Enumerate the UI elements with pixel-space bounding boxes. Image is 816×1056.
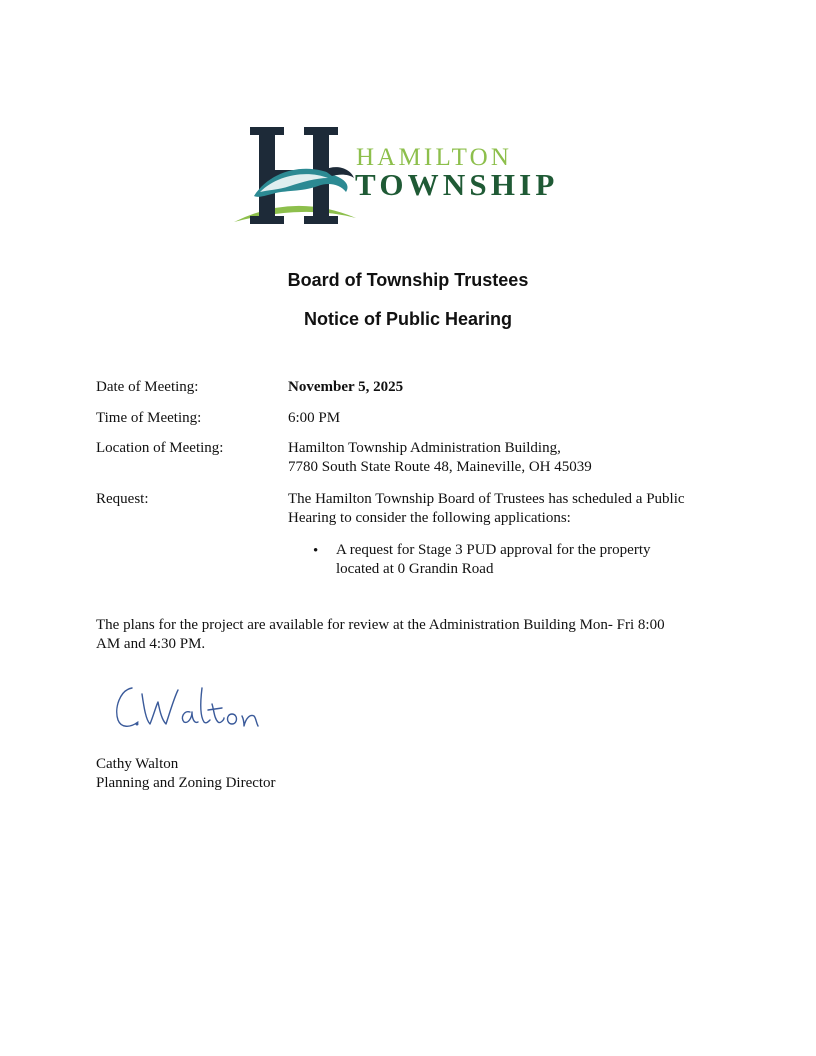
signatory-name: Cathy Walton [96, 756, 179, 772]
date-value: November 5, 2025 [288, 379, 404, 395]
notice-heading: Notice of Public Hearing [303, 309, 513, 329]
logo-word-township: TOWNSHIP [355, 167, 559, 202]
date-label: Date of Meeting: [96, 379, 199, 395]
location-line-1: Hamilton Township Administration Building, [288, 440, 561, 456]
logo-word-hamilton: HAMILTON [356, 144, 513, 171]
time-value: 6:00 PM [288, 410, 341, 426]
availability-line-1: The plans for the project are available for review at the Administration Building Mon- Fri 8:00 [96, 617, 665, 633]
bullet-line-2: located at 0 Grandin Road [336, 561, 494, 577]
request-line-1: The Hamilton Township Board of Trustees has scheduled a Public [288, 491, 685, 507]
availability-line-2: AM and 4:30 PM. [96, 636, 206, 652]
request-line-2: Hearing to consider the following applications: [288, 510, 571, 526]
board-heading: Board of Township Trustees [287, 270, 529, 290]
handwritten-signature-icon [110, 680, 270, 736]
bullet-line-1: A request for Stage 3 PUD approval for the property [336, 542, 651, 558]
bullet-icon: • [313, 543, 319, 559]
signatory-title: Planning and Zoning Director [96, 775, 276, 791]
location-label: Location of Meeting: [96, 440, 224, 456]
availability-paragraph [96, 616, 721, 654]
time-label: Time of Meeting: [96, 410, 202, 426]
location-line-2: 7780 South State Route 48, Maineville, OH 45039 [288, 459, 592, 475]
request-bullet [336, 541, 726, 579]
request-label: Request: [96, 491, 149, 507]
